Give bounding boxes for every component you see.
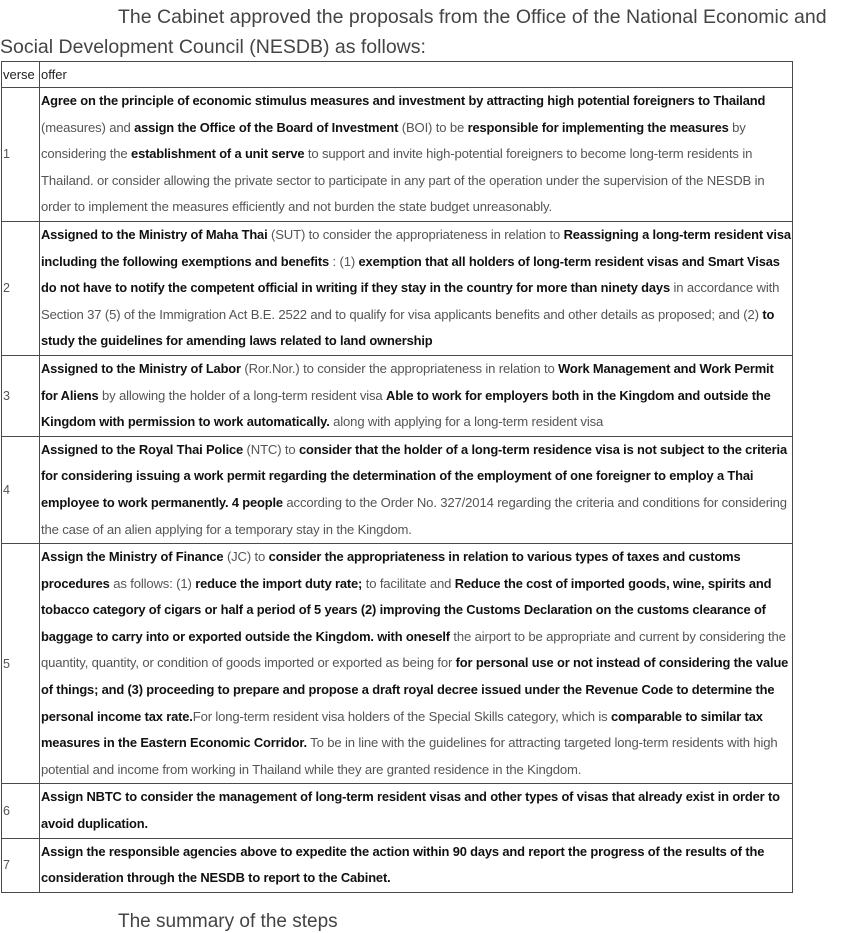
verse-number: 4 [2, 436, 40, 543]
offer-text-bold: to study the guidelines for amending laws related to land ownership [41, 306, 775, 349]
offer-text-regular: to support and invite high-potential foreigners to become long-term residents in Thailand. or consider allowing the private sector to participate in any part of the operation under the supervision of the NESDB in order to implement the measures efficiently and not burden the state budget unreasonably. [41, 146, 765, 215]
offer-text [40, 784, 793, 838]
offer-text-bold: responsible for implementing the measures [467, 119, 729, 135]
offer-text [40, 355, 793, 436]
offer-text-bold: Assigned to the Royal Thai Police [41, 441, 244, 457]
offer-text [40, 436, 793, 543]
offer-text-regular: (measures) and [41, 119, 135, 135]
offer-text-bold: Assign NBTC to consider the management of long-term resident visas and other types of visas that already exist in order to avoid duplication. [41, 789, 780, 832]
offer-text-regular: as follows: (1) [109, 575, 196, 591]
offer-text-bold: Agree on the principle of economic stimulus measures and investment by attracting high potential foreigners to Thailand [41, 93, 766, 108]
section-heading-cutoff: The summary of the steps [118, 911, 338, 932]
verse-number: 5 [2, 544, 40, 784]
verse-number: 3 [2, 355, 40, 436]
offer-text-bold: establishment of a unit serve [131, 146, 305, 162]
offer-text-regular: (SUT) to consider the appropriateness in relation to [267, 226, 564, 242]
table-row [2, 88, 793, 222]
offer-text-regular: according to the Order No. 327/2014 regarding the criteria and conditions for considering the case of an alien applying for a temporary stay in the Kingdom. [41, 494, 787, 537]
table-row [2, 355, 793, 436]
verse-number: 1 [2, 88, 40, 222]
offer-text-bold: comparable to similar tax measures in the Eastern Economic Corridor. [41, 708, 763, 751]
intro-paragraph [0, 2, 851, 62]
table-row [2, 838, 793, 892]
table-row [2, 221, 793, 355]
offer-text-regular: (BOI) to be [398, 119, 468, 135]
proposals-table [1, 61, 793, 893]
offer-text-bold: consider the appropriateness in relation to various types of taxes and customs procedures [41, 549, 741, 591]
offer-text-bold: Able to work for employers both in the Kingdom and outside the Kingdom with permission to work automatically. [41, 387, 771, 430]
offer-text-bold: Assigned to the Ministry of Maha Thai [41, 226, 268, 242]
offer-text-bold: for personal use or not instead of considering the value of things; and (3) proceeding to prepare and propose a draft royal decree issued under the Revenue Code to determine the personal income tax rate. [41, 655, 789, 724]
offer-text-regular: the airport to be appropriate and current by considering the quantity, quantity, or condition of goods imported or exported as being for [41, 628, 786, 671]
table-row [2, 436, 793, 543]
verse-number: 6 [2, 784, 40, 838]
offer-text-bold: exemption that all holders of long-term resident visas and Smart Visas do not have to notify the competent official in writing if they stay in the country for more than ninety days [41, 253, 780, 296]
offer-text-regular: (JC) to [223, 549, 269, 565]
offer-text-regular: by considering the [41, 119, 746, 162]
intro-line-2: Social Development Council (NESDB) as follows: [0, 36, 426, 58]
verse-number: 2 [2, 221, 40, 355]
offer-text [40, 838, 793, 892]
offer-text-regular: (Ror.Nor.) to consider the appropriateness in relation to [240, 360, 559, 376]
offer-text-bold: reduce the import duty rate; [195, 575, 363, 591]
offer-text-regular: by allowing the holder of a long-term resident visa [98, 387, 387, 403]
intro-line-1: The Cabinet approved the proposals from the Office of the National Economic and [118, 6, 827, 28]
table-body [2, 88, 793, 893]
offer-text-bold: Assign the Ministry of Finance [41, 549, 224, 565]
table-header-row [2, 62, 793, 88]
offer-text-bold: Work Management and Work Permit for Aliens [41, 360, 774, 403]
offer-text-regular: : (1) [329, 253, 359, 269]
header-offer: offer [40, 62, 793, 88]
offer-text [40, 88, 793, 222]
offer-text-regular: For long-term resident visa holders of the Special Skills category, which is [192, 708, 612, 724]
verse-number: 7 [2, 838, 40, 892]
offer-text-bold: Assign the responsible agencies above to expedite the action within 90 days and report the progress of the results of the consideration through the NESDB to report to the Cabinet. [41, 843, 765, 886]
offer-text-regular: in accordance with Section 37 (5) of the Immigration Act B.E. 2522 and to qualify for visa applicants benefits and other details as proposed; and (2) [41, 280, 780, 322]
table-row [2, 784, 793, 838]
offer-text-regular: To be in line with the guidelines for attracting targeted long-term residents with high potential and income from working in Thailand while they are granted residence in the Kingdom. [41, 735, 778, 777]
offer-text-regular: (NTC) to [243, 441, 300, 457]
offer-text-bold: assign the Office of the Board of Investment [134, 119, 399, 135]
header-verse: verse [2, 62, 40, 88]
offer-text-regular: to facilitate and [362, 575, 455, 591]
offer-text-bold: Assigned to the Ministry of Labor [41, 360, 241, 376]
offer-text-regular: along with applying for a long-term resident visa [329, 414, 604, 430]
table-row [2, 544, 793, 784]
offer-text-bold: consider that the holder of a long-term residence visa is not subject to the criteria for considering issuing a work permit regarding the determination of the employment of one foreigner to employ a Thai employee to work permanently. 4 people [41, 441, 787, 510]
offer-text [40, 221, 793, 355]
offer-text-bold: Reduce the cost of imported goods, wine, spirits and tobacco category of cigars or half a period of 5 years (2) improving the Customs Declaration on the customs clearance of baggage to carry into or exported outside the Kingdom. with oneself [41, 575, 772, 644]
offer-text [40, 544, 793, 784]
offer-text-bold: Reassigning a long-term resident visa including the following exemptions and benefits [41, 226, 791, 269]
